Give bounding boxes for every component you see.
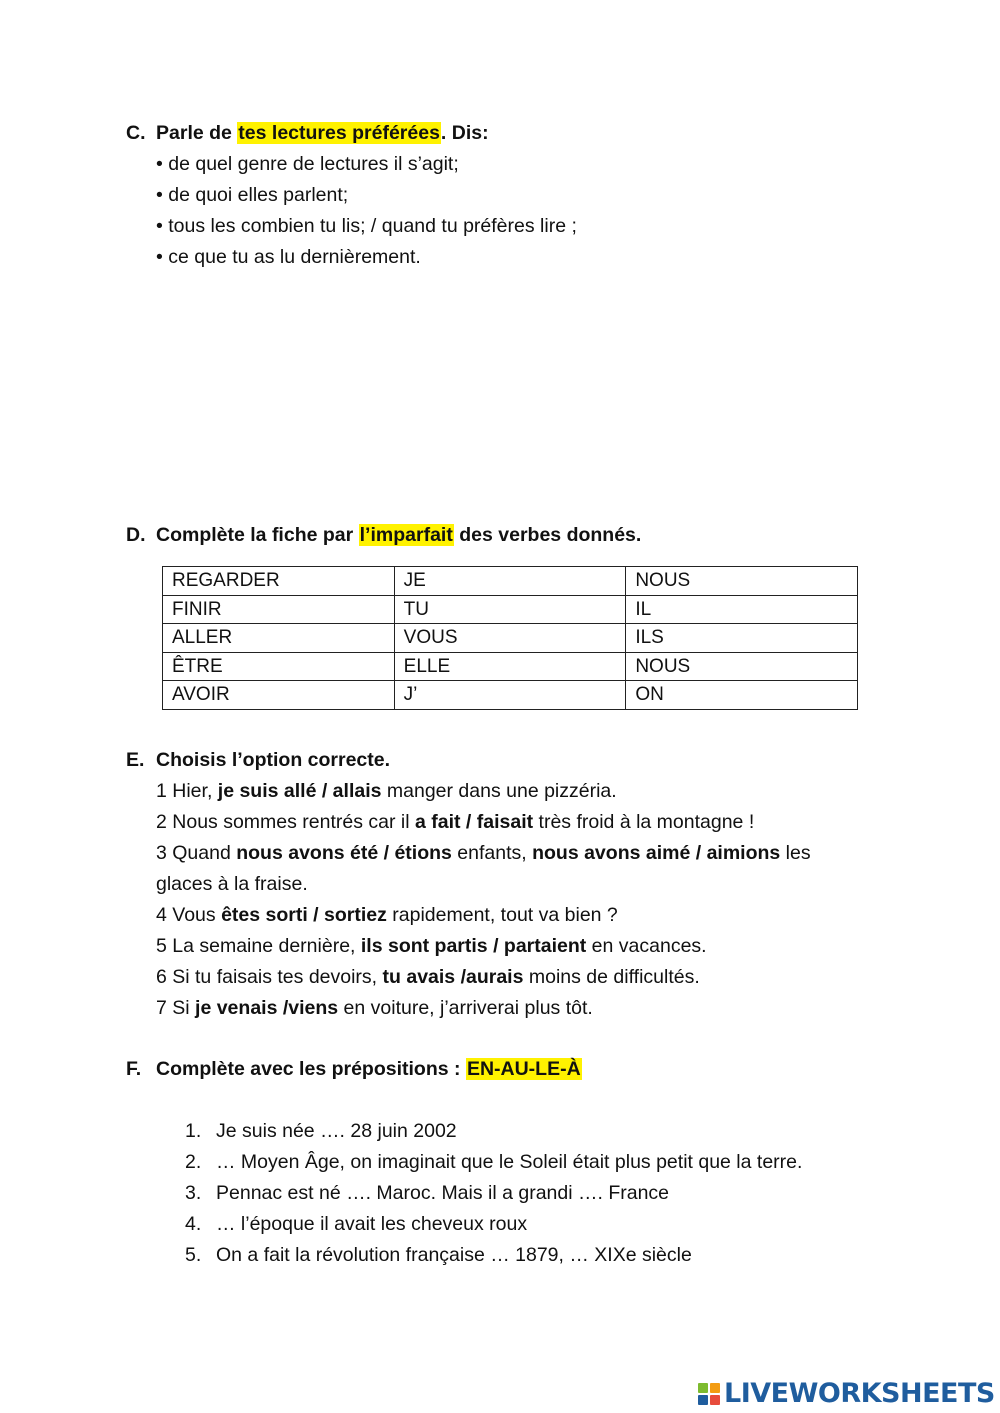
exercise-item-continuation: glaces à la fraise.	[156, 873, 308, 895]
bullet-item: • de quel genre de lectures il s’agit;	[156, 153, 459, 175]
section-c	[126, 118, 577, 273]
exercise-item: 2 Nous sommes rentrés car il a fait / faisait très froid à la montagne !	[156, 811, 755, 833]
exercise-item: 7 Si je venais /viens en voiture, j’arriverai plus tôt.	[156, 997, 593, 1019]
list-item: 1. Je suis née …. 28 juin 2002	[185, 1116, 802, 1147]
table-row	[163, 595, 858, 624]
section-title: Parle de tes lectures préférées. Dis:	[156, 122, 489, 144]
table-cell-answer[interactable]: ELLE	[394, 652, 626, 681]
answer-choice[interactable]: je suis allé / allais	[217, 780, 382, 802]
table-row	[163, 681, 858, 710]
list-item: 2. … Moyen Âge, on imaginait que le Soleil était plus petit que la terre.	[185, 1147, 802, 1178]
table-row	[163, 624, 858, 653]
table-cell-verb: ALLER	[163, 624, 395, 653]
answer-choice[interactable]: je venais /viens	[195, 997, 339, 1019]
answer-choice[interactable]: nous avons été / étions	[236, 842, 452, 864]
logo-text-live: LIVE	[724, 1378, 789, 1409]
table-cell-answer[interactable]: NOUS	[626, 567, 858, 596]
exercise-item: 5 La semaine dernière, ils sont partis / partaient en vacances.	[156, 935, 707, 957]
bullet-item: • de quoi elles parlent;	[156, 184, 349, 206]
exercise-list	[156, 776, 811, 1024]
exercise-item: 1 Hier, je suis allé / allais manger dans une pizzéria.	[156, 780, 617, 802]
highlighted-text: l’imparfait	[359, 524, 453, 546]
bullet-list	[156, 149, 577, 273]
section-f	[126, 1054, 582, 1085]
list-item-text[interactable]: On a fait la révolution française … 1879, … XIXe siècle	[216, 1244, 692, 1266]
table-cell-answer[interactable]: ILS	[626, 624, 858, 653]
table-cell-answer[interactable]: VOUS	[394, 624, 626, 653]
answer-choice[interactable]: tu avais /aurais	[382, 966, 524, 988]
section-letter: D.	[126, 524, 146, 546]
table-cell-answer[interactable]: ON	[626, 681, 858, 710]
table-cell-answer[interactable]: J’	[394, 681, 626, 710]
verb-table	[162, 566, 858, 710]
liveworksheets-logo-icon	[698, 1383, 720, 1405]
section-title: Complète la fiche par l’imparfait des verbes donnés.	[156, 524, 642, 546]
table-cell-verb: ÊTRE	[163, 652, 395, 681]
section-c-heading	[126, 118, 577, 149]
table-cell-answer[interactable]: IL	[626, 595, 858, 624]
section-letter: C.	[126, 122, 146, 144]
bullet-item: • tous les combien tu lis; / quand tu préfères lire ;	[156, 215, 577, 237]
bullet-item: • ce que tu as lu dernièrement.	[156, 246, 421, 268]
section-d-heading	[126, 520, 641, 551]
list-item: 5. On a fait la révolution française … 1879, … XIXe siècle	[185, 1240, 802, 1271]
section-e	[126, 745, 811, 1024]
table-row	[163, 567, 858, 596]
section-d	[126, 520, 641, 551]
section-title: Choisis l’option correcte.	[156, 749, 391, 771]
answer-choice[interactable]: ils sont partis / partaient	[360, 935, 587, 957]
table-cell-verb: REGARDER	[163, 567, 395, 596]
section-title: Complète avec les prépositions : EN-AU-LE-À	[156, 1058, 581, 1080]
list-item-text[interactable]: … Moyen Âge, on imaginait que le Soleil était plus petit que la terre.	[216, 1151, 803, 1173]
section-f-heading	[126, 1054, 582, 1085]
answer-choice[interactable]: a fait / faisait	[415, 811, 534, 833]
table-cell-answer[interactable]: NOUS	[626, 652, 858, 681]
exercise-item: 3 Quand nous avons été / étions enfants, nous avons aimé / aimions les	[156, 842, 811, 864]
answer-choice[interactable]: nous avons aimé / aimions	[532, 842, 781, 864]
highlighted-text: tes lectures préférées	[238, 122, 440, 144]
logo-text-worksheets: WORKSHEETS	[788, 1378, 995, 1409]
section-letter: F.	[126, 1058, 142, 1080]
table-cell-verb: AVOIR	[163, 681, 395, 710]
exercise-item: 6 Si tu faisais tes devoirs, tu avais /aurais moins de difficultés.	[156, 966, 700, 988]
list-item-text[interactable]: … l’époque il avait les cheveux roux	[216, 1213, 528, 1235]
liveworksheets-logo[interactable]	[698, 1378, 995, 1409]
highlighted-text: EN-AU-LE-À	[466, 1058, 581, 1080]
list-item-text[interactable]: Je suis née …. 28 juin 2002	[216, 1120, 457, 1142]
table-cell-answer[interactable]: JE	[394, 567, 626, 596]
list-item: 4. … l’époque il avait les cheveux roux	[185, 1209, 802, 1240]
table-row	[163, 652, 858, 681]
table-cell-answer[interactable]: TU	[394, 595, 626, 624]
section-letter: E.	[126, 749, 145, 771]
list-item: 3. Pennac est né …. Maroc. Mais il a grandi …. France	[185, 1178, 802, 1209]
answer-choice[interactable]: êtes sorti / sortiez	[221, 904, 387, 926]
exercise-item: 4 Vous êtes sorti / sortiez rapidement, tout va bien ?	[156, 904, 618, 926]
list-item-text[interactable]: Pennac est né …. Maroc. Mais il a grandi …. France	[216, 1182, 670, 1204]
preposition-list	[185, 1116, 802, 1271]
section-e-heading	[126, 745, 811, 776]
table-cell-verb: FINIR	[163, 595, 395, 624]
